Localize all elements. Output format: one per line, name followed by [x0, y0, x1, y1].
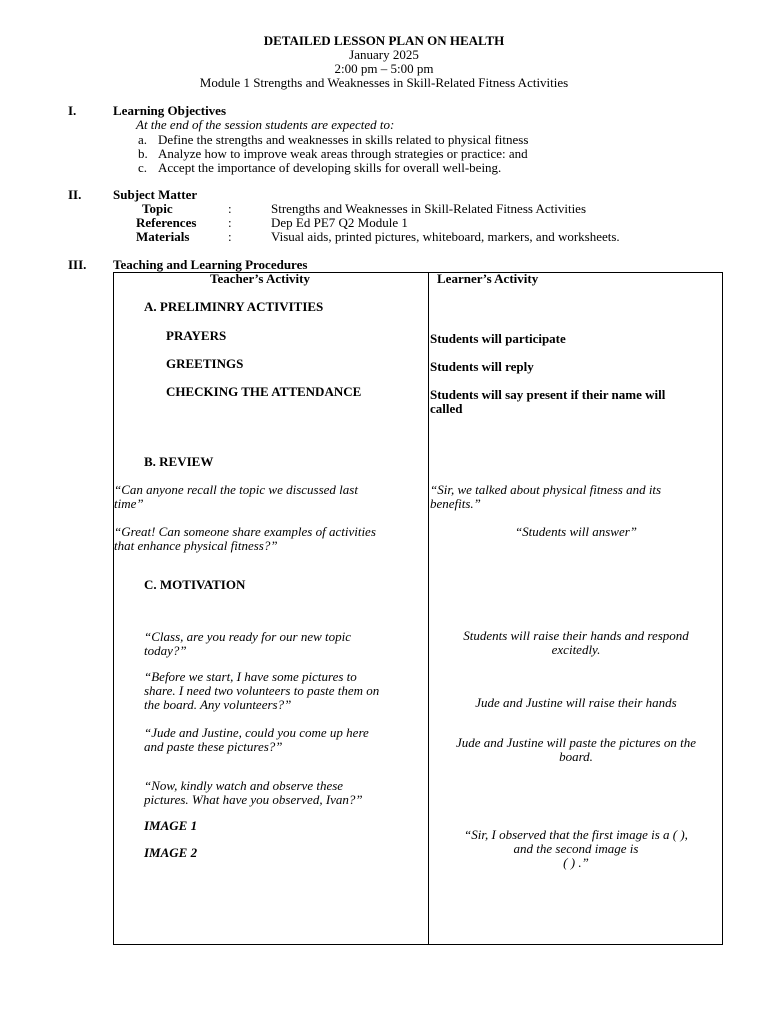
review-learner-a2: “Students will answer” — [514, 524, 638, 539]
objective-item-c: Accept the importance of developing skills for overall well-being. — [158, 160, 502, 175]
motivation-learner-a4-line2: and the second image is — [513, 841, 639, 856]
motivation-teacher-q2-line2: share. I need two volunteers to paste them on — [144, 683, 380, 698]
review-teacher-q2-line2: that enhance physical fitness?” — [114, 538, 278, 553]
teacher-activity-header: Teacher’s Activity — [210, 271, 311, 286]
objective-letter-b: b. — [138, 146, 148, 161]
references-colon: : — [228, 215, 232, 230]
motivation-learner-a1-line2: excitedly. — [551, 642, 601, 657]
preliminary-heading: A. PRELIMINRY ACTIVITIES — [144, 299, 324, 314]
materials-colon: : — [228, 229, 232, 244]
motivation-learner-a2: Jude and Justine will raise their hands — [475, 695, 677, 710]
objective-letter-c: c. — [138, 160, 148, 175]
image-2-label: IMAGE 2 — [144, 845, 198, 860]
attendance-response-line2: called — [430, 401, 463, 416]
document-title: DETAILED LESSON PLAN ON HEALTH — [263, 33, 505, 48]
motivation-learner-a3-line2: board. — [559, 749, 593, 764]
references-label: References — [136, 215, 197, 230]
lesson-date: January 2025 — [349, 47, 419, 62]
topic-colon: : — [228, 201, 232, 216]
motivation-learner-a3-line1: Jude and Justine will paste the pictures on the — [456, 735, 696, 750]
prayers-label: PRAYERS — [166, 328, 227, 343]
greetings-label: GREETINGS — [166, 356, 244, 371]
motivation-teacher-q2-line1: “Before we start, I have some pictures to — [144, 669, 357, 684]
section-numeral-1: I. — [68, 103, 77, 118]
materials-value: Visual aids, printed pictures, whiteboard, markers, and worksheets. — [271, 229, 620, 244]
motivation-learner-a4-line1: “Sir, I observed that the first image is a ( ), — [464, 827, 688, 842]
section-numeral-3: III. — [68, 257, 87, 272]
procedures-heading: Teaching and Learning Procedures — [113, 257, 308, 272]
review-teacher-q2-line1: “Great! Can someone share examples of activities — [114, 524, 376, 539]
motivation-teacher-q2-line3: the board. Any volunteers?” — [144, 697, 292, 712]
topic-label: Topic — [142, 201, 173, 216]
materials-label: Materials — [136, 229, 190, 244]
prayers-response: Students will participate — [430, 331, 566, 346]
motivation-learner-a4-line3: ( ) .” — [563, 855, 589, 870]
review-learner-a1-line2: benefits.” — [430, 496, 481, 511]
section-numeral-2: II. — [68, 187, 82, 202]
review-heading: B. REVIEW — [144, 454, 214, 469]
image-1-label: IMAGE 1 — [144, 818, 198, 833]
motivation-teacher-q4-line1: “Now, kindly watch and observe these — [144, 778, 344, 793]
lesson-time: 2:00 pm – 5:00 pm — [334, 61, 434, 76]
motivation-teacher-q3-line1: “Jude and Justine, could you come up here — [144, 725, 369, 740]
references-value: Dep Ed PE7 Q2 Module 1 — [271, 215, 408, 230]
motivation-teacher-q3-line2: and paste these pictures?” — [144, 739, 283, 754]
topic-value: Strengths and Weaknesses in Skill-Related Fitness Activities — [271, 201, 587, 216]
objective-letter-a: a. — [138, 132, 148, 147]
objectives-intro: At the end of the session students are expected to: — [136, 117, 395, 132]
subject-heading: Subject Matter — [113, 187, 198, 202]
objectives-heading: Learning Objectives — [113, 103, 227, 118]
module-title: Module 1 Strengths and Weaknesses in Skill-Related Fitness Activities — [199, 75, 569, 90]
motivation-learner-a1-line1: Students will raise their hands and respond — [463, 628, 689, 643]
motivation-teacher-q4-line2: pictures. What have you observed, Ivan?” — [144, 792, 363, 807]
attendance-response-line1: Students will say present if their name will — [430, 387, 666, 402]
review-learner-a1-line1: “Sir, we talked about physical fitness and its — [430, 482, 662, 497]
review-teacher-q1-line2: time” — [114, 496, 144, 511]
motivation-teacher-q1-line2: today?” — [144, 643, 187, 658]
learner-activity-header: Learner’s Activity — [437, 271, 539, 286]
review-teacher-q1-line1: “Can anyone recall the topic we discussed last — [114, 482, 358, 497]
greetings-response: Students will reply — [430, 359, 534, 374]
motivation-heading: C. MOTIVATION — [144, 577, 246, 592]
objective-item-a: Define the strengths and weaknesses in skills related to physical fitness — [158, 132, 529, 147]
objective-item-b: Analyze how to improve weak areas through strategies or practice: and — [158, 146, 528, 161]
attendance-label: CHECKING THE ATTENDANCE — [166, 384, 362, 399]
motivation-teacher-q1-line1: “Class, are you ready for our new topic — [144, 629, 352, 644]
